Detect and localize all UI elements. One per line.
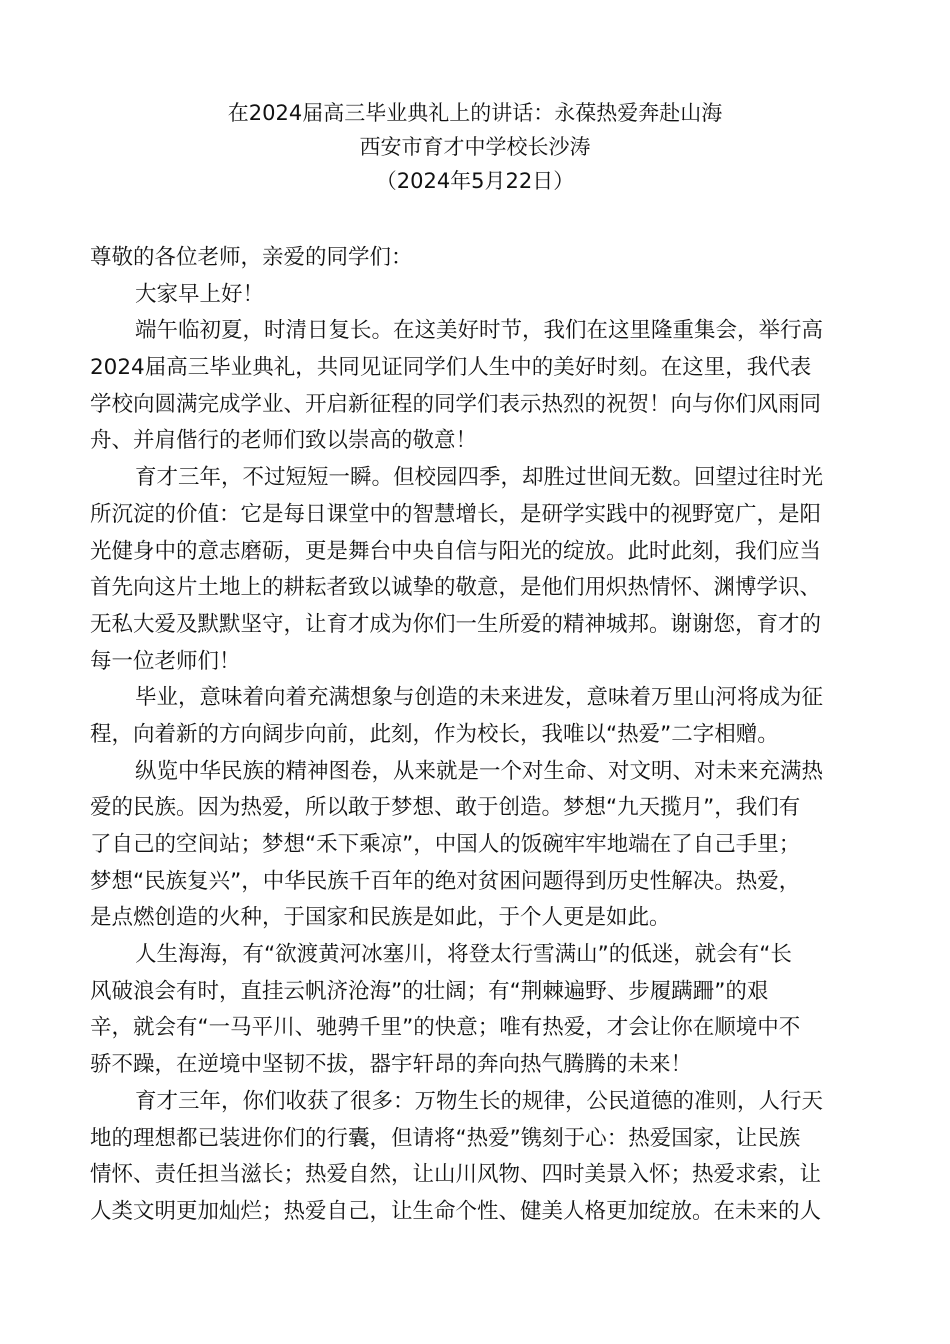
speech-title: 在2024届高三毕业典礼上的讲话：永葆热爱奔赴山海 <box>227 101 723 125</box>
speech-author: 西安市育才中学校长沙涛 <box>359 135 591 159</box>
body-line: 辛，就会有“一马平川、驰骋千里”的快意；唯有热爱，才会让你在顺境中不 <box>90 1015 801 1041</box>
body-line: 学校向圆满完成学业、开启新征程的同学们表示热烈的祝贺！向与你们风雨同 <box>90 391 822 417</box>
body-line: 首先向这片土地上的耕耘者致以诚挚的敬意，是他们用炽热情怀、渊博学识、 <box>90 575 822 601</box>
body-line: 爱的民族。因为热爱，所以敢于梦想、敢于创造。梦想“九天揽月”，我们有 <box>90 795 801 821</box>
body-line: 程，向着新的方向阔步向前，此刻，作为校长，我唯以“热爱”二字相赠。 <box>90 721 779 747</box>
body-line: 舟、并肩偕行的老师们致以崇高的敬意！ <box>90 428 478 454</box>
body-line: 梦想“民族复兴”，中华民族千百年的绝对贫困问题得到历史性解决。热爱， <box>90 868 801 894</box>
body-line: 无私大爱及默默坚守，让育才成为你们一生所爱的精神城邦。谢谢您，育才的 <box>90 611 822 637</box>
speech-body <box>90 240 852 1231</box>
salutation: 尊敬的各位老师，亲爱的同学们： <box>90 245 413 270</box>
greeting: 大家早上好！ <box>135 281 265 307</box>
body-line: 光健身中的意志磨砺，更是舞台中央自信与阳光的绽放。此时此刻，我们应当 <box>90 538 822 564</box>
body-line: 育才三年，不过短短一瞬。但校园四季，却胜过世间无数。回望过往时光 <box>135 465 824 491</box>
body-line: 人生海海，有“欲渡黄河冰塞川，将登太行雪满山”的低迷，就会有“长 <box>135 942 792 968</box>
body-line: 育才三年，你们收获了很多：万物生长的规律，公民道德的准则，人行天 <box>135 1088 824 1114</box>
body-line: 情怀、责任担当滋长；热爱自然，让山川风物、四时美景入怀；热爱求索，让 <box>90 1162 822 1188</box>
body-line: 骄不躁，在逆境中坚韧不拔，器宇轩昂的奔向热气腾腾的未来！ <box>90 1052 693 1078</box>
body-line: 端午临初夏，时清日复长。在这美好时节，我们在这里隆重集会，举行高 <box>135 318 824 344</box>
body-line: 地的理想都已装进你们的行囊，但请将“热爱”镌刻于心：热爱国家，让民族 <box>90 1125 801 1151</box>
body-line: 所沉淀的价值：它是每日课堂中的智慧增长，是研学实践中的视野宽广，是阳 <box>90 501 822 527</box>
body-line: 是点燃创造的火种，于国家和民族是如此，于个人更是如此。 <box>90 905 671 931</box>
body-line: 毕业，意味着向着充满想象与创造的未来进发，意味着万里山河将成为征 <box>135 685 824 711</box>
speech-date: （2024年5月22日） <box>375 169 575 193</box>
body-line: 2024届高三毕业典礼，共同见证同学们人生中的美好时刻。在这里，我代表 <box>90 355 812 381</box>
speech-header <box>0 96 950 198</box>
body-line: 了自己的空间站；梦想“禾下乘凉”，中国人的饭碗牢牢地端在了自己手里； <box>90 832 801 857</box>
body-line: 纵览中华民族的精神图卷，从来就是一个对生命、对文明、对未来充满热 <box>135 758 824 784</box>
body-line: 每一位老师们！ <box>90 648 241 674</box>
body-line: 人类文明更加灿烂；热爱自己，让生命个性、健美人格更加绽放。在未来的人 <box>90 1198 822 1224</box>
body-line: 风破浪会有时，直挂云帆济沧海”的壮阔；有“荆棘遍野、步履蹒跚”的艰 <box>90 978 769 1004</box>
